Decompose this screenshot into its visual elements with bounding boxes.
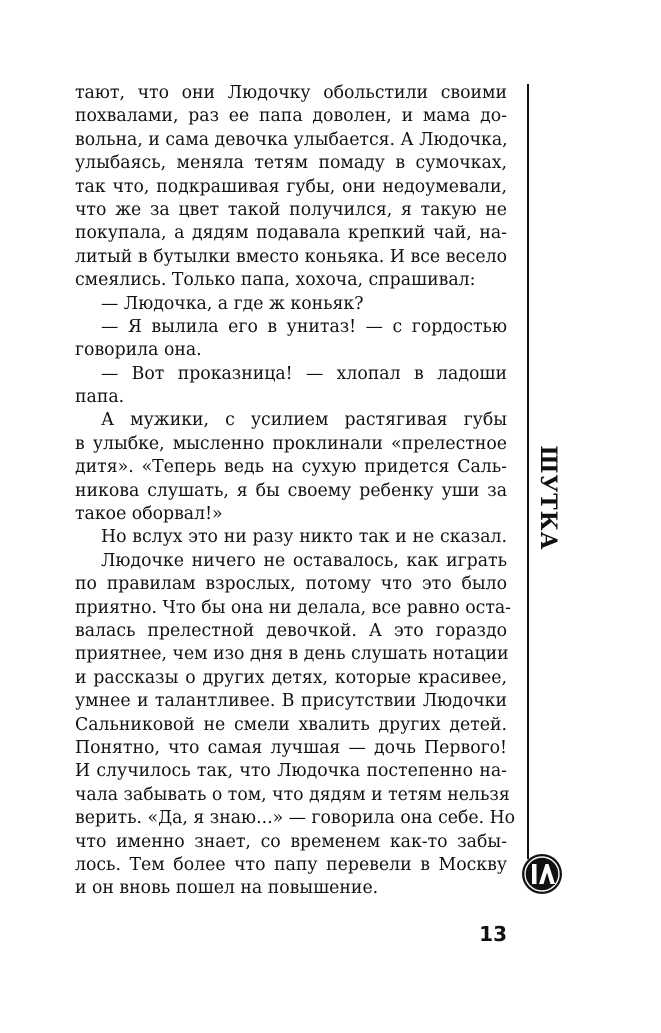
text-line: лось. Тем более что папу перевели в Москву (75, 854, 507, 875)
text-line: вольна, и сама девочка улыбается. А Людочка, (75, 129, 508, 150)
text-line: Понятно, что самая лучшая — дочь Первого! (75, 737, 507, 758)
text-line: говорила она. (75, 340, 202, 361)
text-line: А мужики, с усилием растягивая губы (101, 410, 507, 431)
text-line: чала забывать о том, что дядям и тетям нельзя (75, 784, 510, 805)
text-line: и он вновь пошел на повышение. (75, 878, 379, 899)
text-line: Но вслух это ни разу никто так и не сказал. (101, 527, 507, 548)
text-line: тают, что они Людочку обольстили своими (75, 83, 507, 103)
text-line: по правилам взрослых, потому что это было (75, 574, 507, 595)
text-line: улыбаясь, меняла тетям помаду в сумочках, (75, 153, 507, 174)
text-line: умнее и талантливее. В присутствии Людочки (75, 691, 507, 712)
text-line: смеялись. Только папа, хохоча, спрашивал: (75, 270, 476, 291)
text-line: так что, подкрашивая губы, они недоумевали, (75, 176, 507, 197)
publisher-logo-icon (521, 853, 563, 895)
text-line: и рассказы о других детях, которые красивее, (75, 667, 507, 688)
text-line: что именно знает, со временем как-то забы- (75, 831, 507, 852)
text-line: такое оборвал!» (75, 504, 223, 525)
text-line: — Людочка, а где ж коньяк? (101, 293, 364, 314)
text-line: похвалами, раз ее папа доволен, и мама до- (75, 106, 507, 127)
text-line: приятно. Что бы она ни делала, все равно оста- (75, 597, 512, 618)
text-line: литый в бутылки вместо коньяка. И все весело (75, 246, 507, 267)
text-line: — Вот проказница! — хлопал в ладоши (101, 363, 507, 384)
text-line: валась прелестной девочкой. А это гораздо (75, 620, 507, 641)
text-line: что же за цвет такой получился, я такую не (75, 199, 507, 220)
text-line: дитя». «Теперь ведь на сухую придется Саль- (75, 457, 507, 478)
page-body-text (75, 82, 516, 901)
running-title: ШУТКА (535, 445, 561, 551)
text-line: приятнее, чем изо дня в день слушать нотации (75, 644, 509, 665)
text-line: И случилось так, что Людочка постепенно на- (75, 761, 507, 782)
text-line: покупала, а дядям подавала крепкий чай, на- (75, 223, 507, 244)
text-line: в улыбке, мысленно проклинали «прелестное (75, 433, 507, 454)
text-line: верить. «Да, я знаю...» — говорила она себе. Но (75, 808, 516, 829)
margin-rule (527, 84, 529, 859)
text-line: никова слушать, я бы своему ребенку уши за (75, 480, 507, 501)
text-line: Сальниковой не смели хвалить других детей. (75, 714, 507, 735)
text-line: Людочке ничего не оставалось, как играть (101, 550, 507, 571)
page-number: 13 (479, 922, 507, 946)
text-line: — Я вылила его в унитаз! — с гордостью (101, 316, 507, 337)
text-line: папа. (75, 387, 125, 408)
